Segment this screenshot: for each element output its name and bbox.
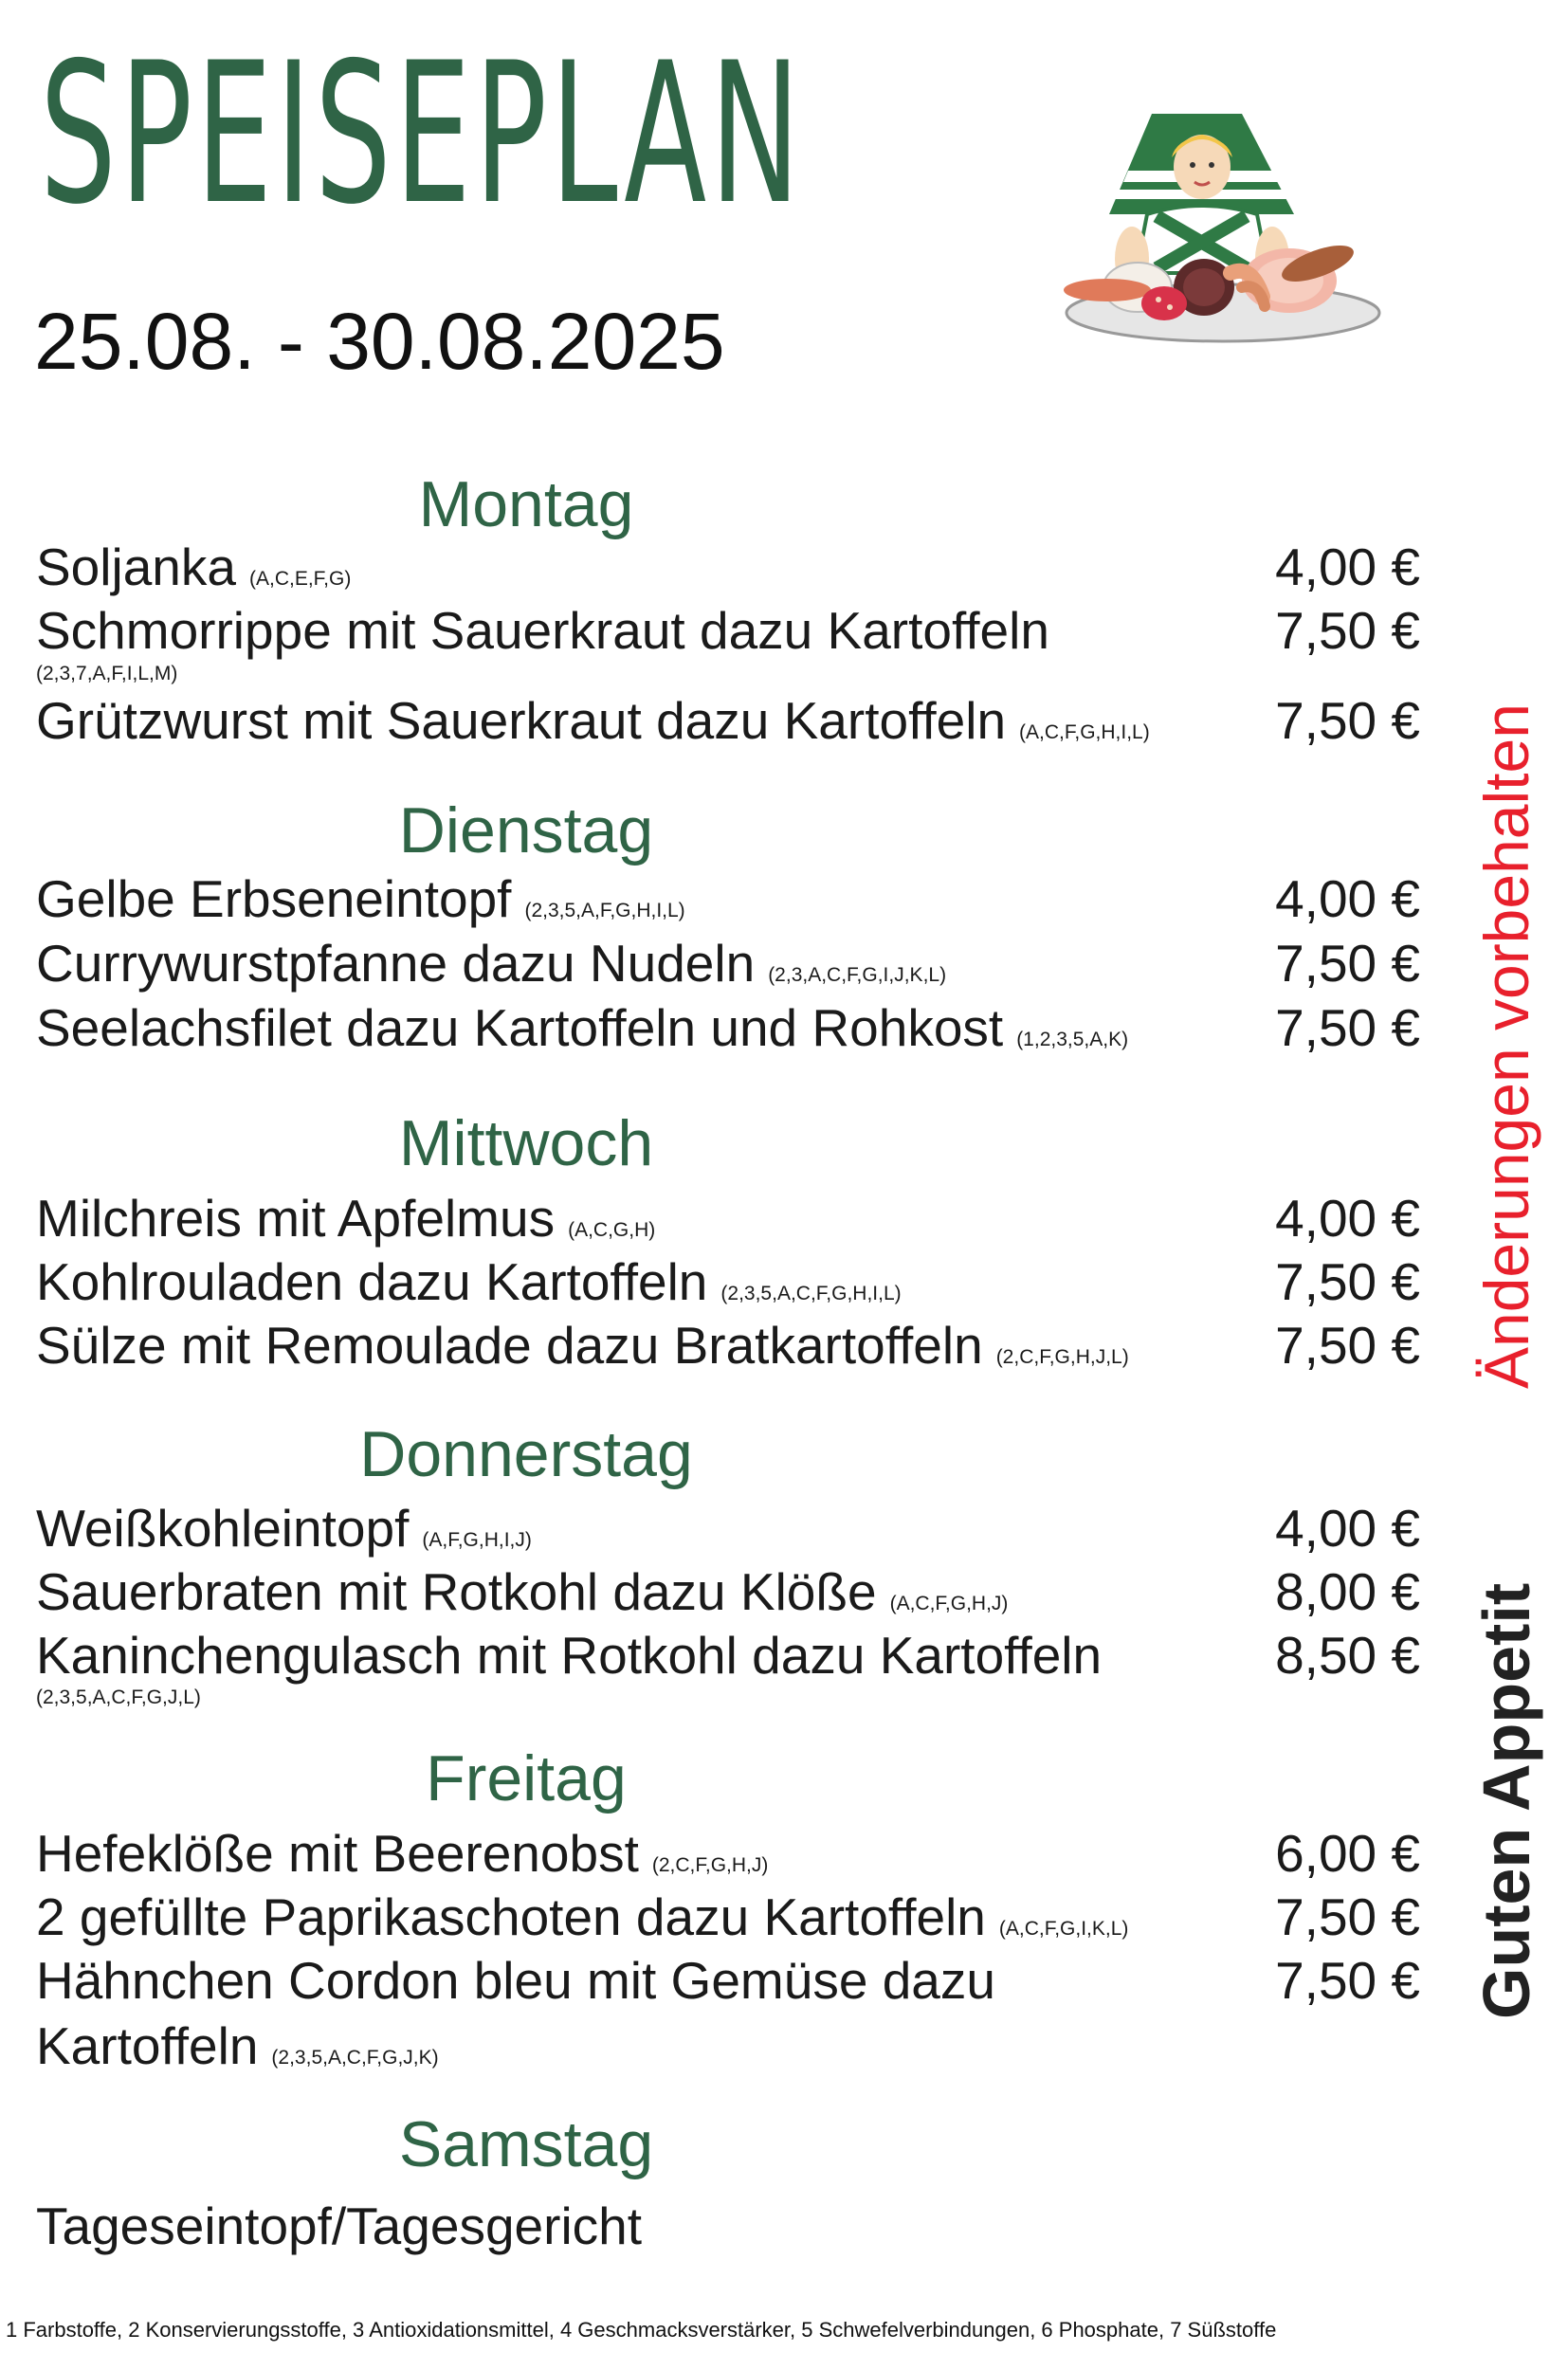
dish-row xyxy=(36,2197,1420,2254)
dish-name: Hähnchen Cordon bleu mit Gemüse dazu xyxy=(36,1951,995,2010)
dish-name: Weißkohleintopf xyxy=(36,1499,410,1558)
dish-row xyxy=(36,1825,1420,1882)
dish-price: 4,00 € xyxy=(1275,1189,1420,1248)
additives-legend: 1 Farbstoffe, 2 Konservierungsstoffe, 3 Antioxidationsmittel, 4 Geschmacksverstärker, 5 Schwefelverbindungen, 6 Phosphate, 7 Süßstoffe xyxy=(6,2318,1277,2342)
dish-name: Sauerbraten mit Rotkohl dazu Klöße xyxy=(36,1562,877,1621)
dish-row xyxy=(36,1317,1420,1374)
allergen-codes: (A,C,E,F,G) xyxy=(248,568,352,590)
allergen-codes: (2,3,5,A,C,F,G,J,L) xyxy=(36,1686,201,1708)
allergen-codes: (A,C,G,H) xyxy=(568,1219,656,1241)
dish-row xyxy=(36,538,1420,595)
allergen-codes: (A,C,F,G,H,J) xyxy=(889,1593,1009,1614)
dish-row xyxy=(36,1500,1420,1557)
dish-row xyxy=(36,602,1420,659)
dish-name: Gelbe Erbseneintopf xyxy=(36,869,512,928)
allergen-codes: (2,3,A,C,F,G,I,J,K,L) xyxy=(768,964,947,986)
allergen-codes: (A,F,G,H,I,J) xyxy=(422,1529,532,1551)
dish-row xyxy=(36,1627,1420,1684)
allergen-codes: (2,3,5,A,C,F,G,J,K) xyxy=(271,2047,439,2069)
dish-price: 7,50 € xyxy=(1275,601,1420,660)
allergen-codes: (2,3,7,A,F,I,L,M) xyxy=(36,663,178,684)
dish-price: 7,50 € xyxy=(1275,1951,1420,2010)
dish-price: 7,50 € xyxy=(1275,1887,1420,1946)
dish-name: Tageseintopf/Tagesgericht xyxy=(36,2197,643,2255)
butcher-logo xyxy=(1052,102,1394,349)
dish-row xyxy=(36,1190,1420,1247)
allergen-codes: (1,2,3,5,A,K) xyxy=(1016,1029,1129,1050)
dish-name: Schmorrippe mit Sauerkraut dazu Kartoffeln xyxy=(36,601,1049,660)
dish-name: Kohlrouladen dazu Kartoffeln xyxy=(36,1252,708,1311)
dish-name: 2 gefüllte Paprikaschoten dazu Kartoffeln xyxy=(36,1887,986,1946)
dish-price: 6,00 € xyxy=(1275,1824,1420,1883)
dish-name: Kaninchengulasch mit Rotkohl dazu Kartoffeln xyxy=(36,1626,1103,1685)
dish-name: Milchreis mit Apfelmus xyxy=(36,1189,556,1248)
dish-name: Hefeklöße mit Beerenobst xyxy=(36,1824,639,1883)
allergen-codes: (2,C,F,G,H,J) xyxy=(651,1854,769,1876)
date-range: 25.08. - 30.08.2025 xyxy=(34,297,725,386)
dish-name: Seelachsfilet dazu Kartoffeln und Rohkost xyxy=(36,998,1004,1057)
day-heading-montag: Montag xyxy=(418,468,634,540)
dish-row xyxy=(36,1253,1420,1310)
dish-price: 4,00 € xyxy=(1275,1499,1420,1558)
dish-name: Soljanka xyxy=(36,538,236,596)
dish-price: 7,50 € xyxy=(1275,998,1420,1057)
day-heading-samstag: Samstag xyxy=(398,2108,654,2180)
allergen-codes: (A,C,F,G,I,K,L) xyxy=(998,1918,1129,1940)
dish-name-continued: Kartoffeln xyxy=(36,2016,259,2075)
dish-row xyxy=(36,1563,1420,1620)
day-heading-donnerstag: Donnerstag xyxy=(359,1418,693,1490)
dish-row xyxy=(36,870,1420,927)
dish-row xyxy=(36,692,1420,749)
day-heading-freitag: Freitag xyxy=(426,1742,627,1814)
dish-price: 8,00 € xyxy=(1275,1562,1420,1621)
dish-row xyxy=(36,1952,1420,2009)
day-heading-dienstag: Dienstag xyxy=(398,794,654,866)
allergen-codes: (2,3,5,A,C,F,G,H,I,L) xyxy=(720,1283,902,1304)
allergen-codes: (2,C,F,G,H,J,L) xyxy=(995,1346,1129,1368)
dish-name: Sülze mit Remoulade dazu Bratkartoffeln xyxy=(36,1316,983,1375)
dish-price: 7,50 € xyxy=(1275,1252,1420,1311)
guten-appetit: Guten Appetit xyxy=(1469,1582,1543,2019)
dish-price: 7,50 € xyxy=(1275,934,1420,993)
changes-notice: Änderungen vorbehalten xyxy=(1471,703,1541,1389)
dish-price: 4,00 € xyxy=(1275,869,1420,928)
dish-row xyxy=(36,935,1420,992)
dish-name: Grützwurst mit Sauerkraut dazu Kartoffeln xyxy=(36,691,1007,750)
day-heading-mittwoch: Mittwoch xyxy=(398,1107,654,1179)
dish-price: 7,50 € xyxy=(1275,691,1420,750)
dish-price: 8,50 € xyxy=(1275,1626,1420,1685)
dish-row-continuation xyxy=(36,2017,1420,2074)
dish-price: 7,50 € xyxy=(1275,1316,1420,1375)
dish-price: 4,00 € xyxy=(1275,538,1420,596)
dish-row xyxy=(36,1888,1420,1945)
allergen-codes: (A,C,F,G,H,I,L) xyxy=(1019,721,1150,743)
allergen-codes: (2,3,5,A,F,G,H,I,L) xyxy=(524,900,685,921)
dish-row xyxy=(36,999,1420,1056)
dish-name: Currywurstpfanne dazu Nudeln xyxy=(36,934,756,993)
page-title: SPEISEPLAN xyxy=(40,22,804,247)
